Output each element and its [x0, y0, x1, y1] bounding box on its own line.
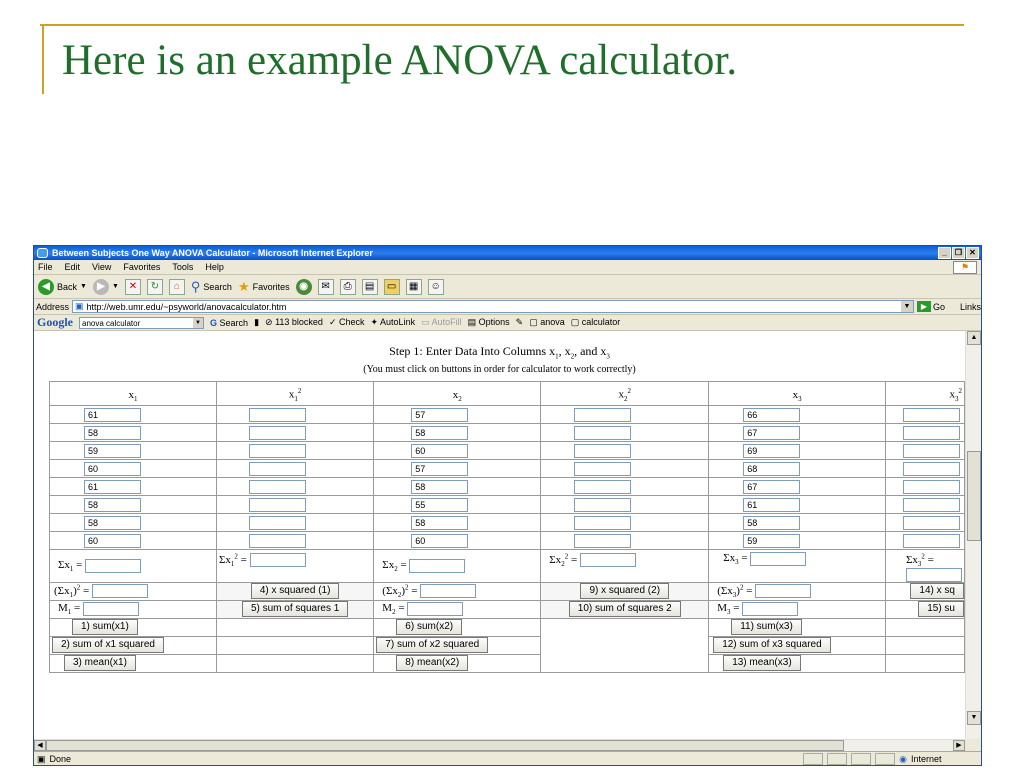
horizontal-scrollbar[interactable] — [34, 739, 965, 751]
sum-x2-field[interactable] — [409, 559, 465, 573]
x2-input[interactable]: 58 — [411, 516, 468, 530]
mean-x2-label: $M_2$ = — [382, 602, 405, 617]
x2-input[interactable]: 55 — [411, 498, 468, 512]
means-row — [50, 600, 965, 618]
x1-input[interactable]: 59 — [84, 444, 141, 458]
x1-squared-input[interactable] — [249, 498, 306, 512]
step1-note: (You must click on buttons in order for calculator to work correctly) — [363, 364, 636, 375]
sum-x1-sq-label: $(\Sigma x_1)^2$ = — [54, 583, 90, 600]
x1-squared-input[interactable] — [249, 408, 306, 422]
options-button[interactable]: ▤ Options — [467, 317, 510, 327]
button-row — [50, 654, 965, 672]
x3-input[interactable]: 61 — [743, 498, 800, 512]
home-icon[interactable]: ⌂ — [169, 279, 185, 295]
sum-x1-squared-button[interactable]: 2) sum of x1 squared — [52, 637, 164, 653]
x3-input[interactable]: 66 — [743, 408, 800, 422]
x2-squared-input[interactable] — [574, 462, 631, 476]
chevron-down-icon: ▼ — [80, 283, 87, 290]
search-button[interactable]: ⚲ Search — [190, 278, 232, 294]
window-title: Between Subjects One Way ANOVA Calculator - Microsoft Internet Explorer — [52, 248, 373, 258]
chevron-down-icon: ▼ — [111, 283, 119, 290]
x2-squared-input[interactable] — [574, 426, 631, 440]
x3-squared-input[interactable] — [903, 462, 960, 476]
table-row — [50, 460, 965, 478]
menu-edit[interactable]: Edit — [64, 262, 81, 272]
sum-x1-squared-label: $\Sigma x_1^2$ = — [218, 552, 247, 568]
sum-x3-squared-button[interactable]: 12) sum of x3 squared — [713, 637, 831, 653]
x2-squared-input[interactable] — [574, 516, 631, 530]
google-toolbar — [34, 315, 981, 331]
page-done-icon: ▣ — [37, 753, 46, 764]
scroll-right-icon[interactable]: ▶ — [953, 740, 965, 751]
google-search-input[interactable]: anova calculator ▼ — [79, 317, 204, 329]
mean-x2-field[interactable] — [407, 602, 463, 616]
address-label: Address — [36, 301, 70, 312]
x3-input[interactable]: 68 — [743, 462, 800, 476]
sum-x1-squared-field[interactable] — [250, 553, 306, 567]
header-row — [50, 382, 965, 406]
page-content — [34, 331, 965, 739]
sum-x3-sq-label: $(\Sigma x_3)^2$ = — [717, 583, 753, 600]
mean-x1-field[interactable] — [83, 602, 139, 616]
ie-icon — [37, 248, 48, 258]
x2-squared-input[interactable] — [574, 480, 631, 494]
mail-icon[interactable]: ✉ — [318, 279, 334, 295]
x2-input[interactable]: 60 — [411, 534, 468, 548]
edit-icon[interactable]: ▤ — [362, 279, 378, 295]
scroll-up-icon[interactable]: ▲ — [967, 331, 981, 345]
title-rule — [40, 24, 964, 26]
spellcheck-button[interactable]: ✓ Check — [328, 317, 365, 327]
sum-of-squares-3-button[interactable]: 15) su — [918, 601, 964, 617]
x3-squared-input[interactable] — [903, 480, 960, 494]
browser-window — [33, 245, 982, 766]
go-button[interactable]: ▶ Go — [917, 301, 945, 312]
scroll-left-icon[interactable]: ◀ — [34, 740, 46, 751]
x2-squared-input[interactable] — [574, 444, 631, 458]
x1-input[interactable]: 58 — [84, 516, 141, 530]
autolink-button[interactable]: ✦ AutoLink — [370, 317, 416, 327]
x-squared-1-button[interactable]: 4) x squared (1) — [251, 583, 340, 599]
address-input[interactable]: ▣ http://web.umr.edu/~psyworld/anovacalculator.htm ▼ — [72, 300, 914, 313]
x1-squared-input[interactable] — [249, 426, 306, 440]
scroll-down-icon[interactable]: ▼ — [967, 711, 981, 725]
slide-title: Here is an example ANOVA calculator. — [62, 37, 738, 84]
x3-squared-input[interactable] — [903, 498, 960, 512]
mean-x2-button[interactable]: 8) mean(x2) — [396, 655, 468, 671]
google-g-icon: G — [210, 317, 218, 328]
x3-squared-input[interactable] — [903, 426, 960, 440]
sum-x2-squared-field[interactable] — [580, 553, 636, 567]
close-button[interactable]: ✕ — [966, 247, 979, 259]
page-icon: ▣ — [75, 301, 84, 311]
toolbar — [34, 275, 981, 299]
internet-zone-icon: ◉ — [899, 753, 907, 764]
favorites-button[interactable]: ★ Favorites — [237, 278, 290, 294]
windows-logo-icon: ⚑ — [953, 261, 977, 274]
autofill-button[interactable]: ▭ AutoFill — [421, 317, 462, 327]
mean-x1-button[interactable]: 3) mean(x1) — [64, 655, 136, 671]
mean-x3-field[interactable] — [742, 602, 798, 616]
minimize-button[interactable]: _ — [938, 247, 951, 259]
messenger-icon[interactable]: ☺ — [428, 279, 444, 295]
x3-squared-input[interactable] — [903, 516, 960, 530]
sum-x2-button[interactable]: 6) sum(x2) — [396, 619, 462, 635]
pagerank-icon[interactable]: ▮ — [254, 317, 260, 327]
x1-squared-input[interactable] — [249, 480, 306, 494]
sum-x3-label: $\Sigma x_3$ = — [723, 552, 748, 567]
x2-squared-input[interactable] — [574, 534, 631, 548]
sum-x1-label: $\Sigma x_1$ = — [58, 558, 83, 574]
menu-file[interactable]: File — [38, 262, 53, 272]
col-header-x1-squared: $x_1^2$ — [216, 382, 373, 406]
col-header-x3: $x_3$ — [709, 382, 886, 406]
x2-squared-input[interactable] — [574, 408, 631, 422]
research-icon[interactable]: ▦ — [406, 279, 422, 295]
step1-heading: Step 1: Enter Data Into Columns $x_1$, $x_2$, and $x_3$ — [389, 344, 610, 361]
menu-bar — [34, 260, 981, 275]
x1-squared-input[interactable] — [249, 444, 306, 458]
col-header-x2-squared: $x_2^2$ — [541, 382, 709, 406]
x2-squared-input[interactable] — [574, 498, 631, 512]
x1-squared-input[interactable] — [249, 462, 306, 476]
x3-input[interactable]: 67 — [743, 426, 800, 440]
table-row — [50, 478, 965, 496]
x3-input[interactable]: 58 — [743, 516, 800, 530]
stop-icon[interactable]: ✕ — [125, 279, 141, 295]
mean-x1-label: $M_1$ = — [58, 602, 81, 617]
mean-x3-button[interactable]: 13) mean(x3) — [723, 655, 800, 671]
media-icon[interactable]: ◉ — [296, 279, 312, 295]
highlight-icon[interactable]: ✎ — [515, 317, 524, 327]
google-search-button[interactable]: G Search — [210, 317, 249, 328]
table-row — [50, 424, 965, 442]
address-bar — [34, 299, 981, 315]
x1-squared-input[interactable] — [249, 534, 306, 548]
button-row — [50, 636, 965, 654]
status-pane — [875, 753, 895, 765]
mean-x3-label: $M_3$ = — [717, 602, 740, 617]
status-bar — [34, 751, 981, 766]
star-icon: ★ — [237, 278, 250, 294]
x3-input[interactable]: 69 — [743, 444, 800, 458]
sum-x1-sq-field[interactable] — [92, 584, 148, 598]
status-pane — [827, 753, 847, 765]
col-header-x3-squared: $x_3^2$ — [885, 382, 964, 406]
sum-x3-button[interactable]: 11) sum(x3) — [731, 619, 802, 635]
x2-input[interactable]: 58 — [411, 480, 468, 494]
x2-input[interactable]: 60 — [411, 444, 468, 458]
sums-row — [50, 550, 965, 583]
sum-x1-button[interactable]: 1) sum(x1) — [72, 619, 138, 635]
status-pane — [803, 753, 823, 765]
col-header-x1: $x_1$ — [50, 382, 217, 406]
menu-favorites[interactable]: Favorites — [123, 262, 161, 272]
status-pane — [851, 753, 871, 765]
x1-input[interactable]: 60 — [84, 462, 141, 476]
chevron-down-icon[interactable]: ▼ — [901, 301, 913, 312]
zone-text: Internet — [911, 754, 942, 764]
sum-x2-squared-button[interactable]: 7) sum of x2 squared — [376, 637, 488, 653]
go-arrow-icon: ▶ — [917, 301, 931, 312]
google-logo[interactable]: Google — [37, 315, 73, 329]
sum-x3-field[interactable] — [750, 552, 806, 566]
x1-input[interactable]: 61 — [84, 480, 141, 494]
table-row — [50, 442, 965, 460]
back-button[interactable]: ◀ Back ▼ — [38, 279, 87, 295]
sum-x3-squared-field[interactable] — [906, 568, 962, 582]
vertical-scroll-thumb[interactable] — [967, 451, 981, 541]
table-row — [50, 532, 965, 550]
search-term-anova[interactable]: ▢ anova — [529, 317, 565, 327]
sum-x2-squared-label: $\Sigma x_2^2$ = — [549, 552, 578, 568]
x1-input[interactable]: 60 — [84, 534, 141, 548]
x1-squared-input[interactable] — [249, 516, 306, 530]
col-header-x2: $x_2$ — [374, 382, 541, 406]
folder-icon[interactable]: ▭ — [384, 279, 400, 295]
x2-input[interactable]: 57 — [411, 462, 468, 476]
chevron-down-icon[interactable]: ▼ — [193, 318, 203, 328]
title-accent-bar — [42, 24, 44, 94]
search-term-calculator[interactable]: ▢ calculator — [570, 317, 621, 327]
sum-x1-field[interactable] — [85, 559, 141, 573]
vertical-scrollbar[interactable] — [965, 331, 981, 739]
maximize-button[interactable]: ❐ — [952, 247, 965, 259]
horizontal-scroll-thumb[interactable] — [46, 740, 844, 751]
x2-input[interactable]: 58 — [411, 426, 468, 440]
menu-help[interactable]: Help — [205, 262, 224, 272]
status-text: Done — [49, 754, 72, 764]
squared-sums-row — [50, 582, 965, 600]
table-row — [50, 406, 965, 424]
x3-squared-input[interactable] — [903, 408, 960, 422]
refresh-icon[interactable]: ↻ — [147, 279, 163, 295]
button-row — [50, 618, 965, 636]
x3-squared-input[interactable] — [903, 444, 960, 458]
sum-of-squares-1-button[interactable]: 5) sum of squares 1 — [242, 601, 348, 617]
search-icon: ⚲ — [190, 278, 201, 294]
table-row — [50, 514, 965, 532]
sum-x3-sq-field[interactable] — [755, 584, 811, 598]
sum-x3-squared-label: $\Sigma x_3^2$ = — [905, 552, 934, 568]
forward-button[interactable] — [93, 279, 119, 295]
popup-blocker-button[interactable]: ⊘ 113 blocked — [265, 317, 323, 327]
menu-tools[interactable]: Tools — [172, 262, 194, 272]
forward-arrow-icon: ▶ — [93, 279, 109, 295]
x2-input[interactable]: 57 — [411, 408, 468, 422]
links-button[interactable]: Links — [959, 301, 981, 312]
sum-x2-sq-field[interactable] — [420, 584, 476, 598]
sum-x2-sq-label: $(\Sigma x_2)^2$ = — [382, 583, 418, 600]
table-row — [50, 496, 965, 514]
x1-input[interactable]: 58 — [84, 498, 141, 512]
back-arrow-icon: ◀ — [38, 279, 54, 295]
anova-table — [49, 381, 965, 673]
sum-x2-label: $\Sigma x_2$ = — [382, 558, 407, 574]
x1-input[interactable]: 58 — [84, 426, 141, 440]
x-squared-2-button[interactable]: 9) x squared (2) — [580, 583, 669, 599]
print-icon[interactable]: ⎙ — [340, 279, 356, 295]
menu-view[interactable]: View — [92, 262, 112, 272]
x3-input[interactable]: 59 — [743, 534, 800, 548]
x3-input[interactable]: 67 — [743, 480, 800, 494]
x-squared-3-button[interactable]: 14) x sq — [910, 583, 964, 599]
x3-squared-input[interactable] — [903, 534, 960, 548]
sum-of-squares-2-button[interactable]: 10) sum of squares 2 — [569, 601, 681, 617]
title-bar — [34, 246, 981, 260]
x1-input[interactable]: 61 — [84, 408, 141, 422]
